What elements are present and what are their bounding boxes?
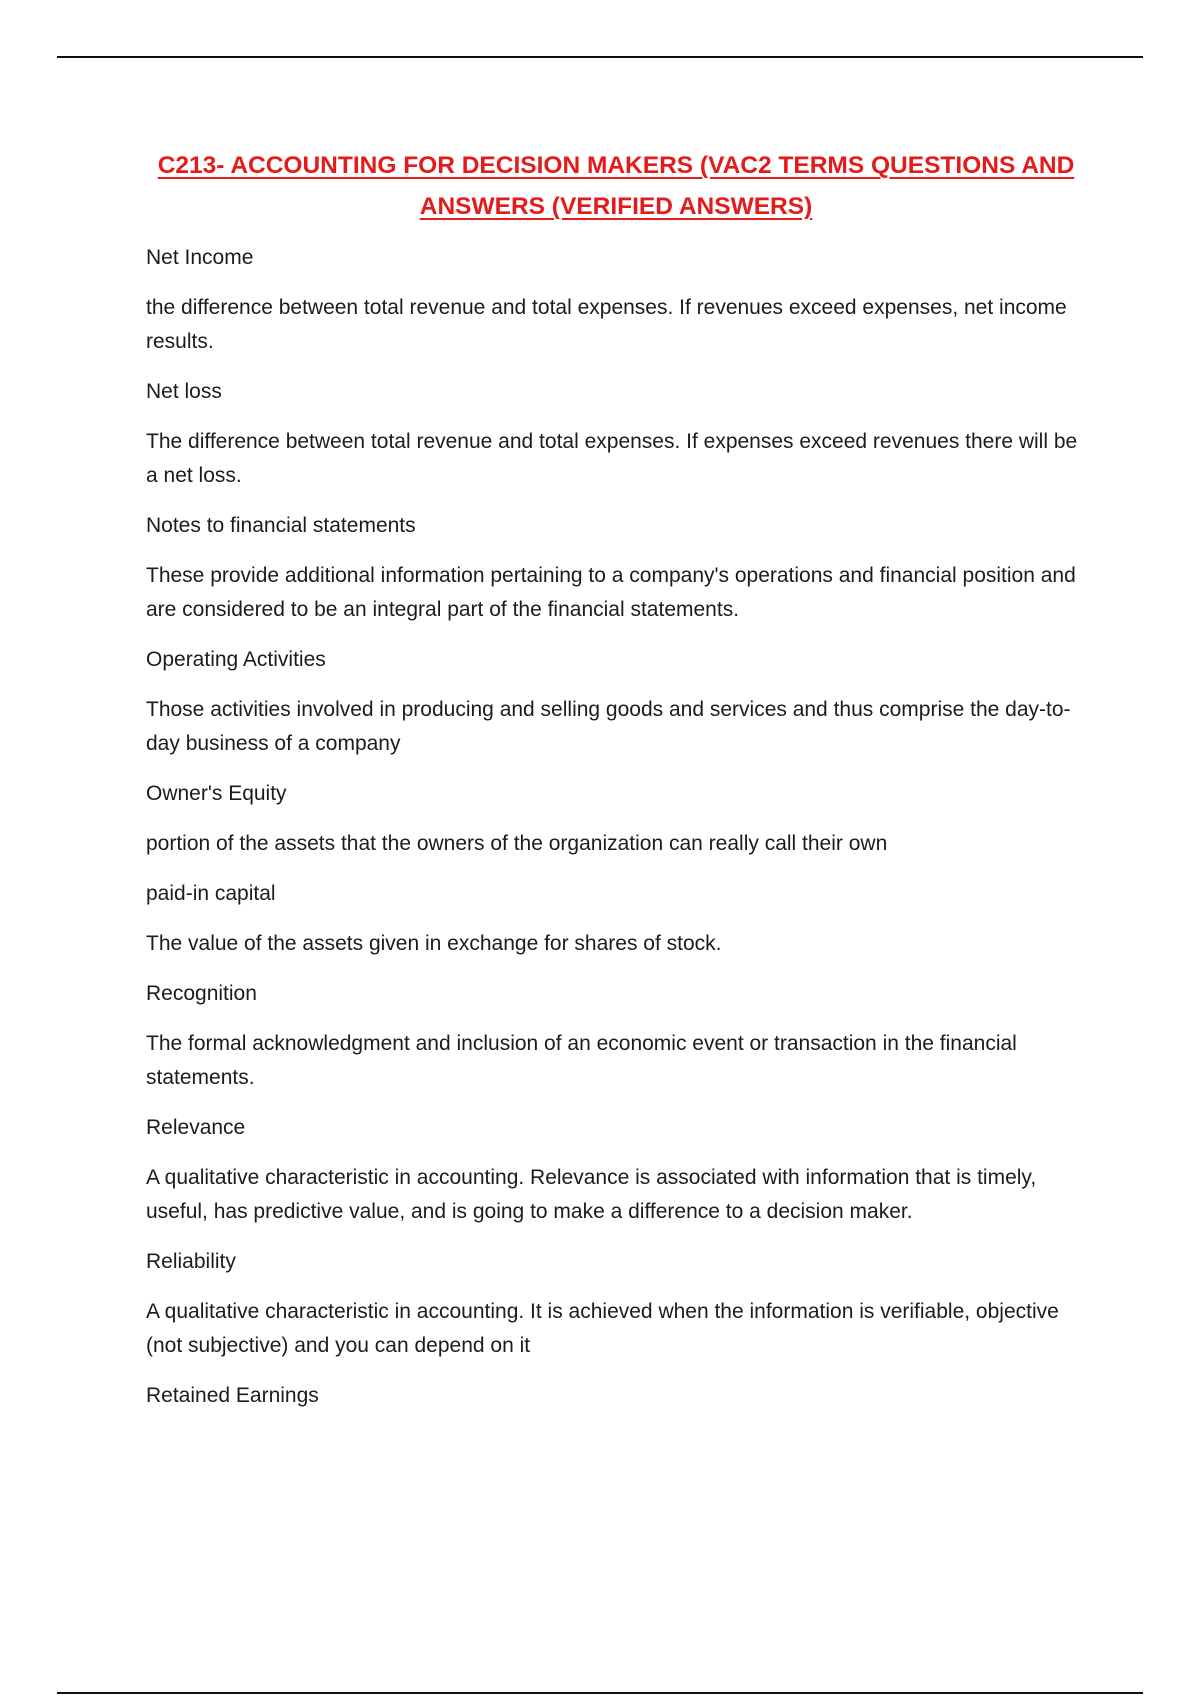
definition: portion of the assets that the owners of the organization can really call their own [146, 832, 888, 855]
document-title: C213- ACCOUNTING FOR DECISION MAKERS (VAC2 TERMS QUESTIONS AND ANSWERS (VERIFIED ANSWERS) [157, 152, 1075, 220]
definition: A qualitative characteristic in accounting. Relevance is associated with information that is timely, useful, has predictive value, and is going to make a difference to a decision maker. [146, 1166, 1037, 1223]
term: Net Income [146, 246, 254, 269]
footer-rule [57, 1692, 1143, 1694]
term: Recognition [146, 982, 257, 1005]
term: Retained Earnings [146, 1384, 319, 1407]
definition: the difference between total revenue and total expenses. If revenues exceed expenses, net income results. [146, 296, 1067, 353]
qa-list [146, 241, 1086, 1413]
term: Operating Activities [146, 648, 326, 671]
document-body [146, 145, 1086, 1429]
term: Reliability [146, 1250, 236, 1273]
definition: The formal acknowledgment and inclusion of an economic event or transaction in the financial statements. [146, 1032, 1017, 1089]
definition: The value of the assets given in exchange for shares of stock. [146, 932, 722, 955]
term: Net loss [146, 380, 222, 403]
term: paid-in capital [146, 882, 276, 905]
term: Relevance [146, 1116, 246, 1139]
header-rule [57, 56, 1143, 58]
definition: Those activities involved in producing and selling goods and services and thus comprise the day-to-day business of a company [146, 698, 1071, 755]
term: Notes to financial statements [146, 514, 416, 537]
term: Owner's Equity [146, 782, 287, 805]
definition: These provide additional information pertaining to a company's operations and financial position and are considered to be an integral part of the financial statements. [146, 564, 1076, 621]
definition: The difference between total revenue and total expenses. If expenses exceed revenues there will be a net loss. [146, 430, 1078, 487]
definition: A qualitative characteristic in accounting. It is achieved when the information is verifiable, objective (not subjective) and you can depend on it [146, 1300, 1059, 1357]
